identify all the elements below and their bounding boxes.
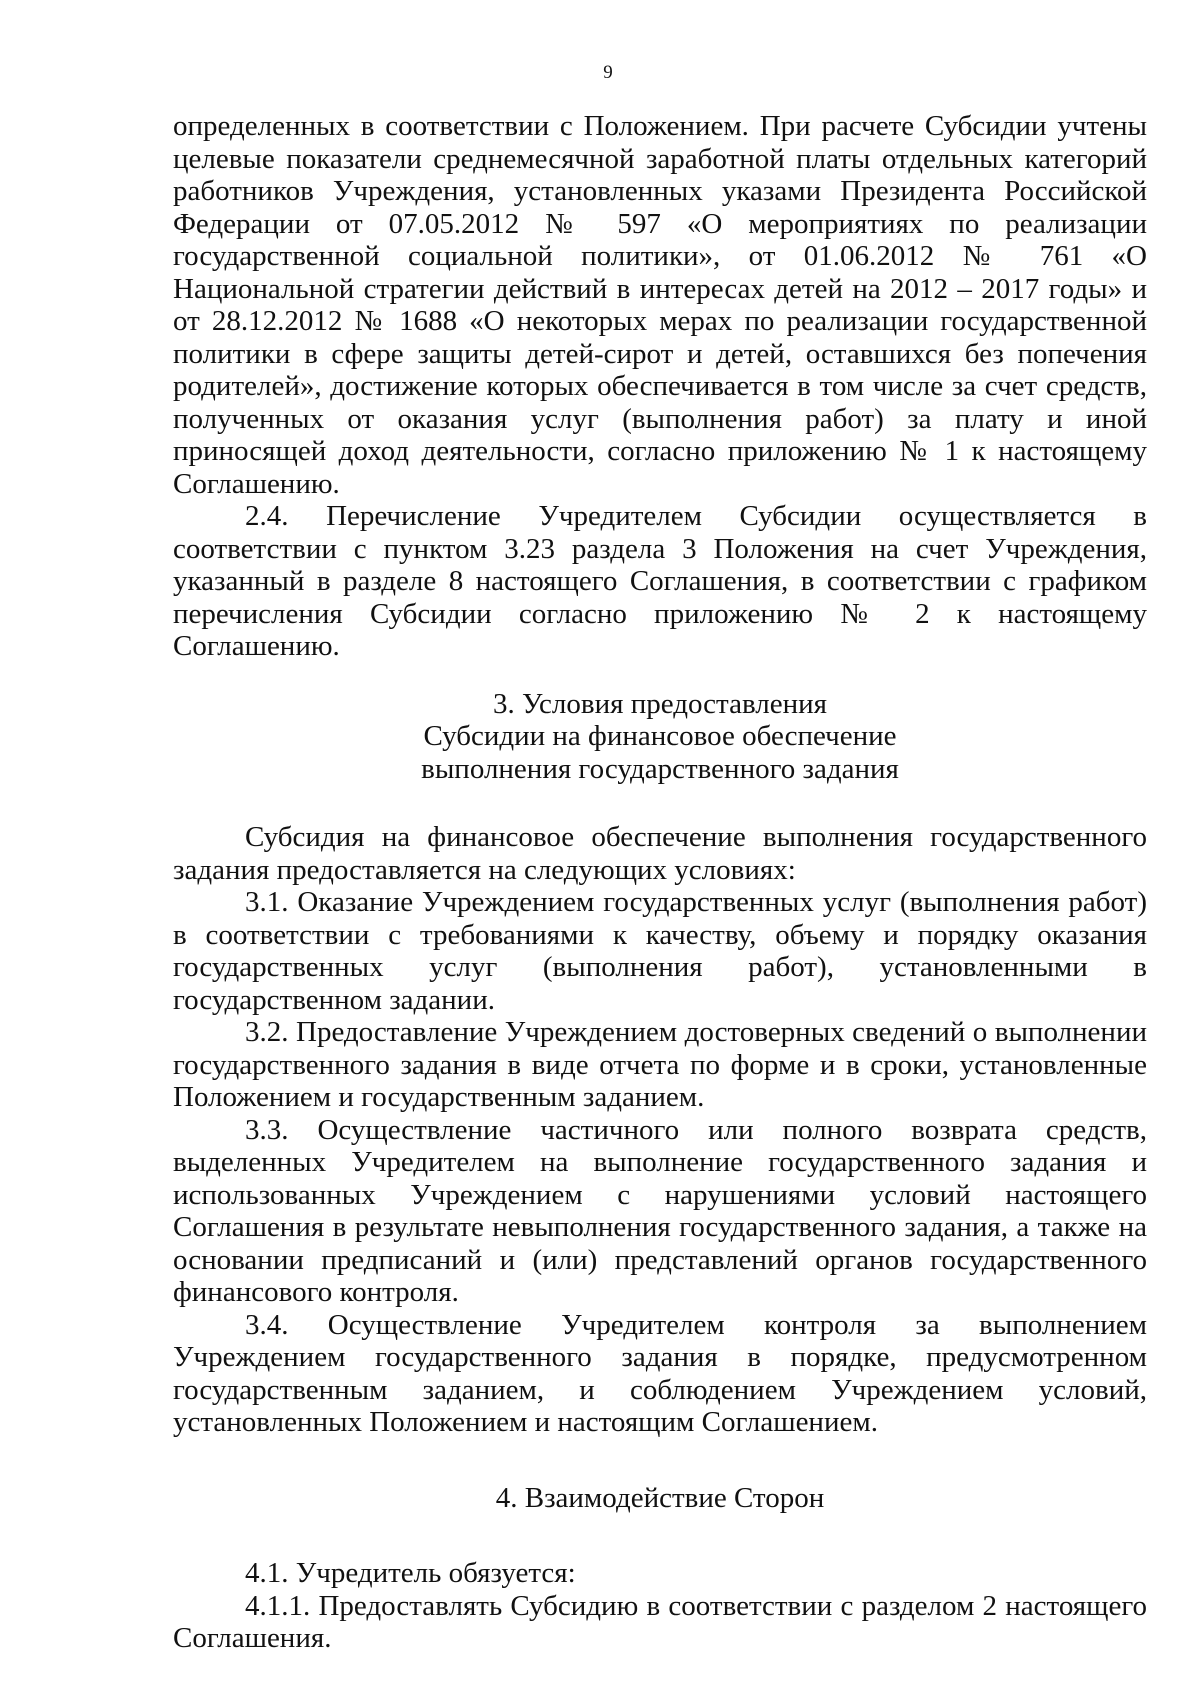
section-3-heading-line-2: Субсидии на финансовое обеспечение	[423, 720, 897, 752]
paragraph-4-1: 4.1. Учредитель обязуется:	[245, 1557, 576, 1589]
paragraph-3-3: 3.3. Осуществление частичного или полного возврата средств, выделенных Учредителем на выполнение государственного задания и использованных Учреждением с нарушениями условий настоящего Соглашения в результате невыполнения государственного задания, а также на основании предписаний и (или) представлений органов государственного финансового контроля.	[173, 1113, 1147, 1308]
paragraph-4-1-1: 4.1.1. Предоставлять Субсидию в соответствии с разделом 2 настоящего Соглашения.	[173, 1589, 1147, 1654]
paragraph-2-4: 2.4. Перечисление Учредителем Субсидии осуществляется в соответствии с пунктом 3.23 раздела 3 Положения на счет Учреждения, указанный в разделе 8 настоящего Соглашения, в соответствии с графиком перечисления Субсидии согласно приложению № 2 к настоящему Соглашению.	[173, 500, 1147, 662]
paragraph-3-1: 3.1. Оказание Учреждением государственных услуг (выполнения работ) в соответствии с требованиями к качеству, объему и порядку оказания государственных услуг (выполнения работ), установленными в государственном задании.	[173, 886, 1147, 1016]
section-3-heading-line-3: выполнения государственного задания	[421, 752, 899, 785]
document-body	[173, 110, 1147, 1655]
paragraph-subsidy-calculation: определенных в соответствии с Положением. При расчете Субсидии учтены целевые показатели среднемесячной заработной платы отдельных категорий работников Учреждения, установленных указами Президента Российской Федерации от 07.05.2012 № 597 «О мероприятиях по реализации государственной социальной политики», от 01.06.2012 № 761 «О Национальной стратегии действий в интересах детей на 2012 – 2017 годы» и от 28.12.2012 № 1688 «О некоторых мерах по реализации государственной политики в сфере защиты детей-сирот и детей, оставшихся без попечения родителей», достижение которых обеспечивается в том числе за счет средств, полученных от оказания услуг (выполнения работ) за плату и иной приносящей доход деятельности, согласно приложению № 1 к настоящему Соглашению.	[173, 110, 1147, 500]
section-4-heading: 4. Взаимодействие Сторон	[495, 1481, 825, 1514]
page-number: 9	[603, 62, 613, 83]
section-3-heading	[173, 688, 1147, 786]
paragraph-3-4: 3.4. Осуществление Учредителем контроля за выполнением Учреждением государственного задания в порядке, предусмотренном государственным заданием, и соблюдением Учреждением условий, установленных Положением и настоящим Соглашением.	[173, 1308, 1147, 1438]
paragraph-section-3-intro: Субсидия на финансовое обеспечение выполнения государственного задания предоставляется на следующих условиях:	[173, 821, 1147, 886]
section-3-heading-line-1: 3. Условия предоставления	[493, 687, 827, 720]
paragraph-3-2: 3.2. Предоставление Учреждением достоверных сведений о выполнении государственного задания в виде отчета по форме и в сроки, установленные Положением и государственным заданием.	[173, 1016, 1147, 1113]
